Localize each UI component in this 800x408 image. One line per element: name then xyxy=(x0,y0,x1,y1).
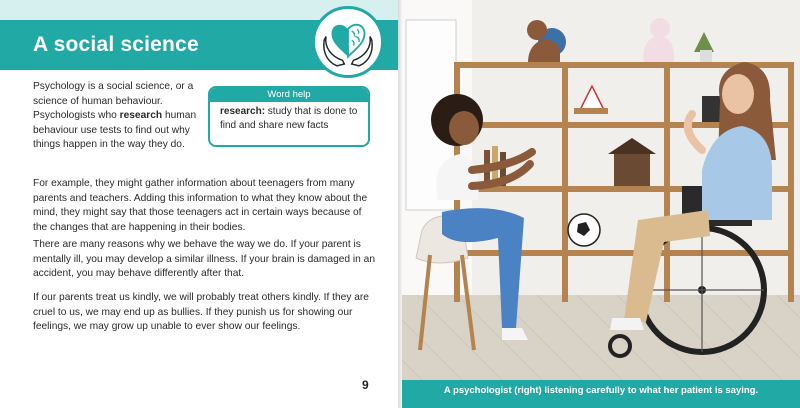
paragraph-example: For example, they might gather information about teenagers from many parents and teachers. Adding this information to what they know about the mind, they might say that those teenagers act in certain ways because of the changes that are happening in their bodies. xyxy=(33,178,368,233)
therapy-session-photo xyxy=(402,0,800,380)
paragraph-parents: If our parents treat us kindly, we will probably treat others kindly. If they are cruel to us, we may end up as bullies. If they punish us for showing our feelings, we may grow up unable to ever show our feelings. xyxy=(33,292,369,333)
word-help-definition: research: study that is done to find and share new facts xyxy=(220,106,358,131)
word-help-heading: Word help xyxy=(210,88,368,102)
paragraph-reasons: There are many reasons why we behave the way we do. If your parent is mentally ill, you may develop a similar illness. If your brain is damaged in an accident, you may behave differently after that. xyxy=(33,239,376,280)
page-title: A social science xyxy=(33,33,199,56)
page-number: 9 xyxy=(362,378,369,392)
paragraph-intro: Psychology is a social science, or a science of human behaviour. Psychologists who research human behaviour use tests to find out why things happen in the way they do. xyxy=(33,81,197,151)
heart-brain-hands-icon xyxy=(312,6,384,78)
keyword-research: research xyxy=(119,110,163,122)
word-help-box xyxy=(208,86,370,147)
photo-caption: A psychologist (right) listening carefully to what her patient is saying. xyxy=(443,385,759,396)
caption-bar xyxy=(402,380,800,408)
left-page xyxy=(0,0,398,408)
